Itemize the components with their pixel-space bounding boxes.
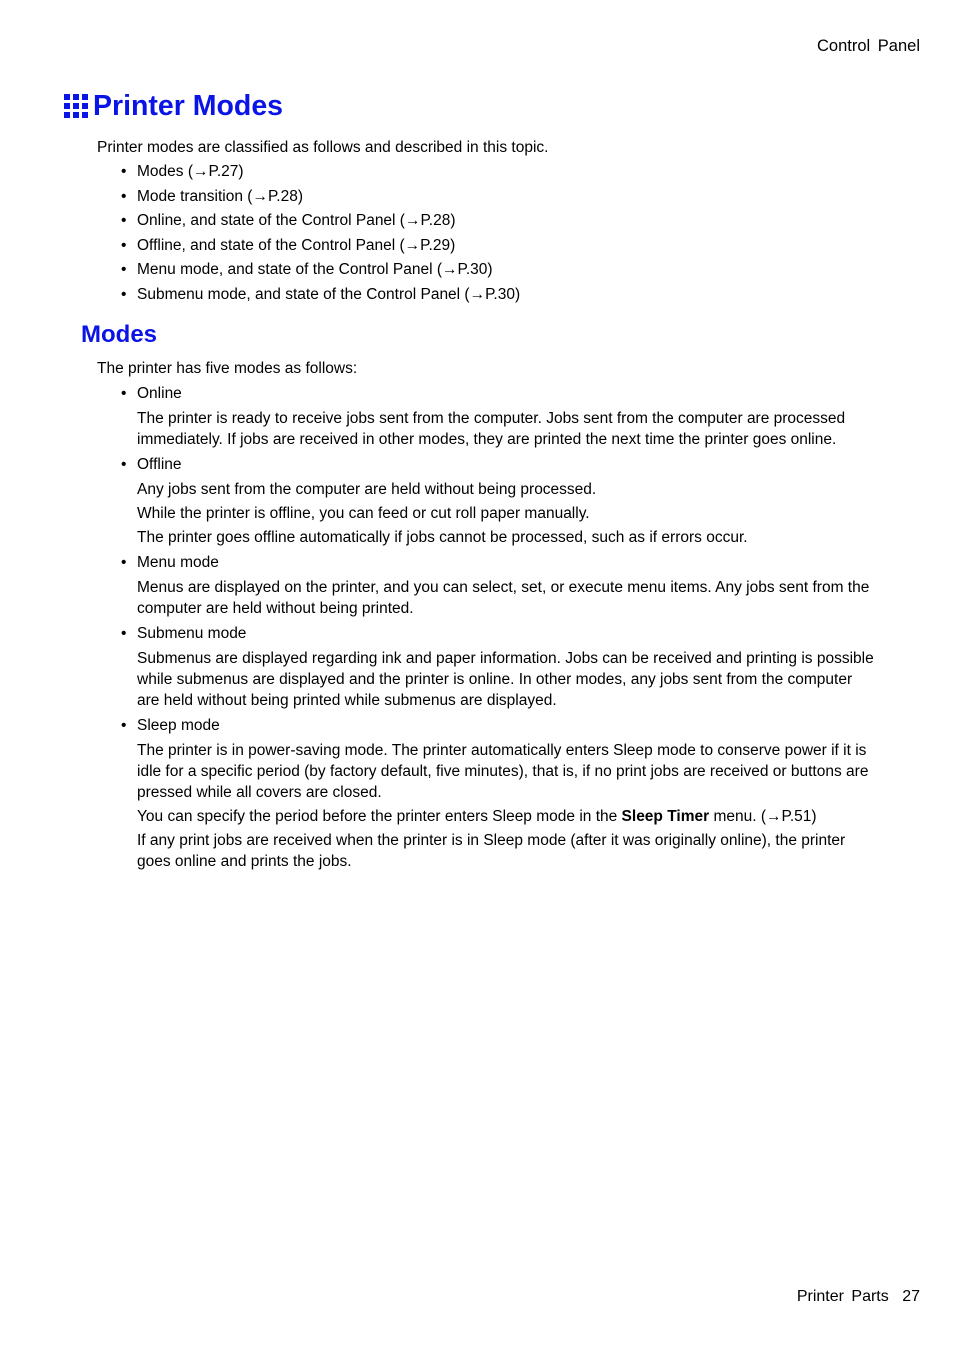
mode-name: • Sleep mode (137, 717, 220, 734)
running-footer (797, 1286, 920, 1307)
mode-item-submenu (97, 623, 877, 711)
mode-description: While the printer is offline, you can feed or cut roll paper manually. (137, 505, 590, 522)
topic-link-online[interactable]: • Online, and state of the Control Panel (→P.28) (97, 210, 897, 231)
mode-description: The printer goes offline automatically if jobs cannot be processed, such as if errors occur. (137, 529, 748, 546)
sleep-timer-note-after[interactable]: menu. (→P.51) (709, 808, 817, 825)
topic-list (97, 161, 897, 309)
footer-chapter: Printer Parts (796, 1288, 889, 1305)
mode-name: • Online (137, 385, 182, 402)
mode-description: Any jobs sent from the computer are held without being processed. (137, 481, 597, 498)
topic-link-menu-mode[interactable]: • Menu mode, and state of the Control Panel (→P.30) (97, 259, 897, 280)
running-header: Control Panel (817, 37, 920, 55)
mode-item-sleep (97, 715, 877, 872)
mode-name: • Menu mode (137, 554, 219, 571)
mode-name: • Offline (137, 456, 182, 473)
intro-text: Printer modes are classified as follows and described in this topic. (97, 139, 549, 156)
mode-item-offline (97, 454, 877, 548)
mode-description: Menus are displayed on the printer, and you can select, set, or execute menu items. Any jobs sent from the computer are held without being printed. (137, 579, 870, 617)
mode-description: The printer is in power-saving mode. The printer automatically enters Sleep mode to conserve power if it is idle for a specific period (by factory default, five minutes), that is, if no print jobs are received or buttons are pressed while all covers are closed. (137, 742, 869, 801)
sleep-timer-note (137, 806, 877, 827)
grid-icon (64, 94, 88, 118)
sleep-timer-note-before: You can specify the period before the printer enters Sleep mode in the (137, 808, 622, 825)
topic-link-modes[interactable]: • Modes (→P.27) (97, 161, 897, 182)
page-title-text: Printer Modes (93, 90, 284, 122)
page-title (64, 88, 283, 124)
mode-item-online (97, 383, 877, 450)
mode-description: The printer is ready to receive jobs sent from the computer. Jobs sent from the computer are processed immediately. If jobs are received in other modes, they are printed the next time the printer goes online. (137, 410, 846, 448)
section-heading-modes: Modes (81, 321, 158, 348)
topic-link-offline[interactable]: • Offline, and state of the Control Panel (→P.29) (97, 235, 897, 256)
modes-intro: The printer has five modes as follows: (97, 360, 358, 377)
topic-link-mode-transition[interactable]: • Mode transition (→P.28) (97, 186, 897, 207)
mode-item-menu (97, 552, 877, 619)
page-number: 27 (902, 1288, 920, 1305)
mode-description: If any print jobs are received when the printer is in Sleep mode (after it was originally online), the printer goes online and prints the jobs. (137, 832, 846, 870)
mode-description: Submenus are displayed regarding ink and paper information. Jobs can be received and printing is possible while submenus are displayed and the printer is online. In other modes, any jobs sent from the computer are held without being printed while submenus are displayed. (137, 650, 874, 709)
mode-name: • Submenu mode (137, 625, 247, 642)
mode-list (97, 383, 877, 876)
topic-link-submenu-mode[interactable]: • Submenu mode, and state of the Control Panel (→P.30) (97, 284, 897, 305)
sleep-timer-menu-name: Sleep Timer (621, 808, 710, 825)
